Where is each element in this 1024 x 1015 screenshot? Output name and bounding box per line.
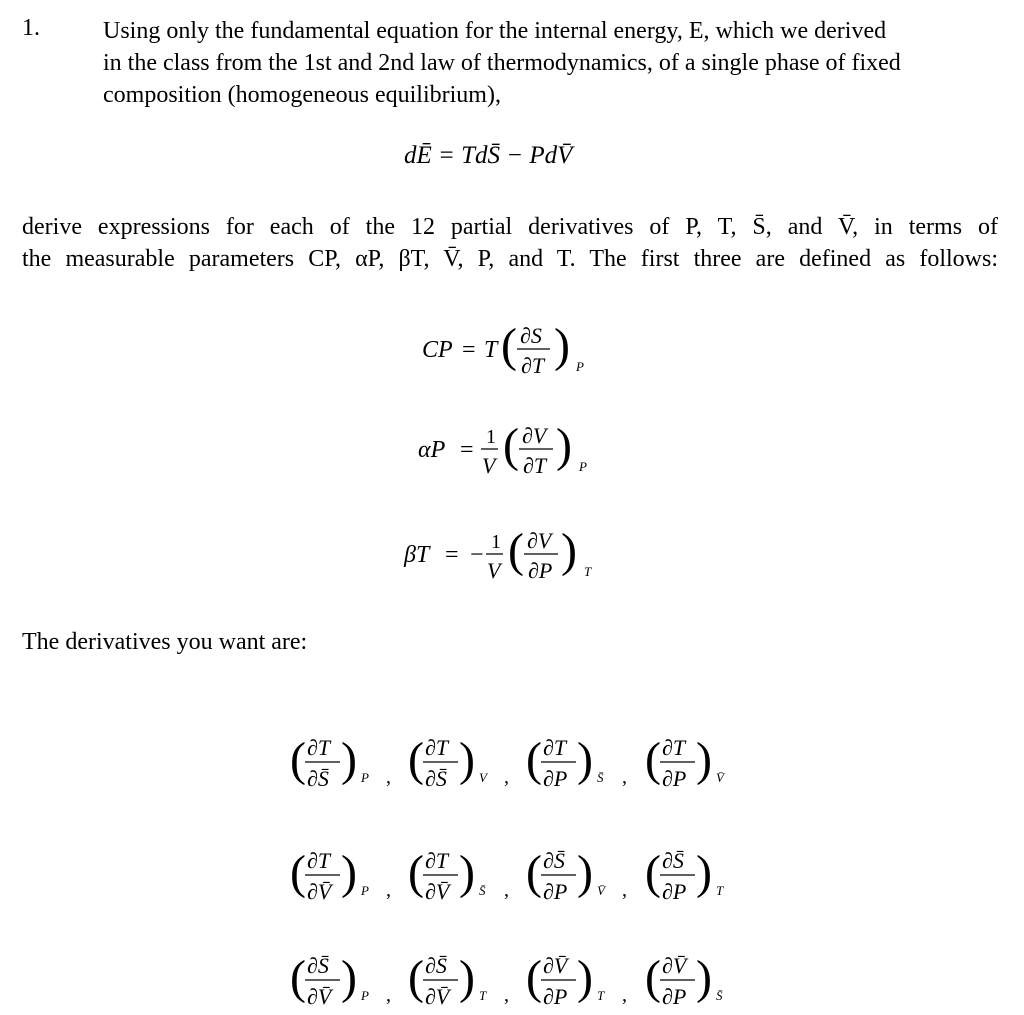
derivative-subscript: T (597, 988, 605, 1003)
right-paren: ) (459, 951, 475, 1004)
partial-derivative (408, 951, 509, 1009)
derivative-denominator: ∂S̄ (425, 766, 447, 791)
intro-paragraph (103, 15, 901, 111)
left-paren: ( (526, 846, 542, 899)
derivative-subscript: P (361, 770, 369, 785)
derivative-denominator: ∂P (662, 766, 687, 791)
definition-alpha-den: ∂T (523, 453, 547, 478)
definition-cp-den: ∂T (521, 353, 545, 378)
right-paren: ) (341, 846, 357, 899)
derivative-numerator: ∂T (307, 735, 331, 760)
comma-separator: , (622, 984, 627, 1006)
derivative-numerator: ∂S̄ (307, 953, 329, 978)
derivative-subscript: V̄ (716, 770, 724, 785)
svg-text:−: − (470, 542, 484, 568)
left-paren: ( (290, 733, 306, 786)
definition-alpha-lhs: αP (418, 437, 446, 463)
left-paren: ( (408, 846, 424, 899)
right-paren: ) (696, 951, 712, 1004)
left-paren: ( (526, 733, 542, 786)
comma-separator: , (386, 766, 391, 788)
partial-derivative (645, 846, 724, 904)
derivative-denominator: ∂V̄ (425, 879, 450, 904)
intro-line-3: composition (homogeneous equilibrium), (103, 82, 501, 108)
derivative-denominator: ∂P (662, 984, 687, 1009)
task-line-2: the measurable parameters CP, αP, βT, V̄, P, and T. The first three are defined as follows: (22, 246, 998, 272)
derivative-numerator: ∂S̄ (543, 848, 565, 873)
derivative-numerator: ∂T (543, 735, 567, 760)
svg-text:=: = (445, 542, 459, 568)
svg-text:1: 1 (486, 426, 496, 448)
derivative-numerator: ∂S̄ (425, 953, 447, 978)
derivative-numerator: ∂T (425, 848, 449, 873)
task-paragraph (22, 211, 998, 275)
derivative-numerator: ∂T (662, 735, 686, 760)
partial-derivative (645, 733, 726, 791)
comma-separator: , (504, 879, 509, 901)
svg-text:=: = (460, 437, 474, 463)
right-paren: ) (696, 733, 712, 786)
definitions-block (400, 305, 640, 605)
definition-beta-num: ∂V (527, 528, 552, 553)
partial-derivative (526, 733, 627, 791)
right-paren: ) (577, 951, 593, 1004)
svg-text:V: V (482, 453, 496, 478)
derivative-denominator: ∂V̄ (307, 879, 332, 904)
derivative-subscript: P (361, 988, 369, 1003)
right-paren: ) (459, 733, 475, 786)
derivatives-grid (290, 715, 750, 1015)
partial-derivative (408, 733, 509, 791)
derivative-subscript: S̄ (479, 883, 486, 898)
derivative-numerator: ∂S̄ (662, 848, 684, 873)
intro-line-2: in the class from the 1st and 2nd law of thermodynamics, of a single phase of fixed (103, 50, 901, 76)
left-paren: ( (526, 951, 542, 1004)
partial-derivative (290, 733, 391, 791)
comma-separator: , (386, 984, 391, 1006)
left-paren: ( (408, 733, 424, 786)
definition-beta-sub: T (584, 564, 592, 579)
definition-beta-lhs: βT (404, 542, 430, 568)
partial-derivative (526, 846, 627, 904)
definition-beta (403, 524, 592, 583)
right-paren: ) (556, 419, 572, 472)
derivative-subscript: S̄ (716, 988, 723, 1003)
left-paren: ( (645, 846, 661, 899)
derivative-denominator: ∂S̄ (307, 766, 329, 791)
derivative-denominator: ∂V̄ (425, 984, 450, 1009)
definition-cp-prefix: T (484, 337, 498, 363)
definition-alpha-num: ∂V (522, 423, 547, 448)
right-paren: ) (341, 733, 357, 786)
definition-beta-den: ∂P (528, 558, 553, 583)
comma-separator: , (622, 879, 627, 901)
right-paren: ) (459, 846, 475, 899)
right-paren: ) (554, 319, 570, 372)
left-paren: ( (645, 733, 661, 786)
derivative-numerator: ∂T (425, 735, 449, 760)
derivative-numerator: ∂T (307, 848, 331, 873)
definition-alpha-sub: P (579, 459, 587, 474)
derivative-denominator: ∂V̄ (307, 984, 332, 1009)
partial-derivative (408, 846, 509, 904)
right-paren: ) (577, 733, 593, 786)
left-paren: ( (503, 419, 519, 472)
right-paren: ) (577, 846, 593, 899)
svg-text:1: 1 (491, 531, 501, 553)
derivative-denominator: ∂P (543, 879, 568, 904)
derivative-subscript: T (716, 883, 724, 898)
derivative-denominator: ∂P (543, 766, 568, 791)
partial-derivative (645, 951, 723, 1009)
left-paren: ( (290, 846, 306, 899)
left-paren: ( (290, 951, 306, 1004)
problem-number: 1. (22, 15, 40, 41)
derivative-subscript: S̄ (597, 770, 604, 785)
comma-separator: , (386, 879, 391, 901)
partial-derivative (290, 951, 391, 1009)
comma-separator: , (622, 766, 627, 788)
left-paren: ( (408, 951, 424, 1004)
derivative-subscript: V (479, 770, 487, 785)
definition-cp-lhs: CP (422, 337, 453, 363)
intro-line-1: Using only the fundamental equation for the internal energy, E, which we derived (103, 18, 887, 44)
derivative-subscript: V̄ (597, 883, 605, 898)
partial-derivative (290, 846, 391, 904)
svg-text:V: V (487, 558, 501, 583)
comma-separator: , (504, 766, 509, 788)
definition-cp-num: ∂S (520, 323, 542, 348)
derivative-denominator: ∂P (662, 879, 687, 904)
derivative-denominator: ∂P (543, 984, 568, 1009)
right-paren: ) (341, 951, 357, 1004)
svg-text:=: = (462, 337, 476, 363)
right-paren: ) (696, 846, 712, 899)
fundamental-equation: dĒ = TdS̄ − PdV̄ (404, 142, 573, 169)
left-paren: ( (508, 524, 524, 577)
definition-alpha (418, 419, 587, 478)
derivative-numerator: ∂V̄ (662, 953, 687, 978)
definition-cp (422, 319, 584, 378)
task-line-1: derive expressions for each of the 12 partial derivatives of P, T, S̄, and V̄, in terms of (22, 214, 998, 240)
derivatives-intro: The derivatives you want are: (22, 629, 308, 655)
definition-cp-sub: P (576, 359, 584, 374)
derivative-subscript: P (361, 883, 369, 898)
derivative-subscript: T (479, 988, 487, 1003)
partial-derivative (526, 951, 627, 1009)
right-paren: ) (561, 524, 577, 577)
left-paren: ( (645, 951, 661, 1004)
derivative-numerator: ∂V̄ (543, 953, 568, 978)
comma-separator: , (504, 984, 509, 1006)
left-paren: ( (501, 319, 517, 372)
